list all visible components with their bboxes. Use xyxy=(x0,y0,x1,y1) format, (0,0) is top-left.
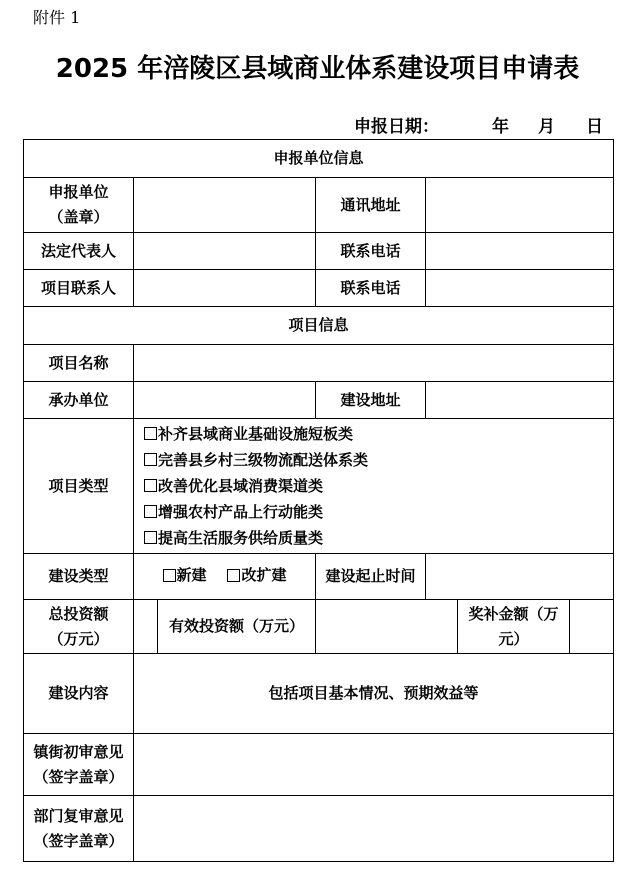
sign-seal-text: （签字盖章） xyxy=(33,767,124,786)
form-title: 2025 年涪陵区县域商业体系建设项目申请表 xyxy=(55,54,580,84)
legal-rep-label: 法定代表人 xyxy=(24,233,134,270)
project-name-field[interactable] xyxy=(134,345,614,382)
checkbox-icon[interactable] xyxy=(144,427,157,440)
project-type-option[interactable] xyxy=(144,473,613,499)
applicant-unit-label xyxy=(24,178,134,233)
legal-rep-field[interactable] xyxy=(134,233,316,270)
project-type-option-label: 提高生活服务供给质量类 xyxy=(158,529,324,547)
applicant-unit-field[interactable] xyxy=(134,178,316,233)
project-type-label: 项目类型 xyxy=(24,419,134,554)
phone2-label: 联系电话 xyxy=(316,270,426,307)
project-type-option[interactable] xyxy=(144,525,613,551)
sign-seal-text: （签字盖章） xyxy=(33,831,124,850)
project-type-option[interactable] xyxy=(144,447,613,473)
build-type-label: 建设类型 xyxy=(24,554,134,600)
dept-opinion-field[interactable] xyxy=(134,796,614,862)
effective-invest-field[interactable] xyxy=(316,600,458,654)
phone-label: 联系电话 xyxy=(316,233,426,270)
day-label: 日 xyxy=(586,117,603,137)
town-opinion-field[interactable] xyxy=(134,734,614,796)
checkbox-icon[interactable] xyxy=(144,505,157,518)
contact-field[interactable] xyxy=(134,270,316,307)
build-type-options xyxy=(134,554,316,600)
phone-field[interactable] xyxy=(426,233,614,270)
total-invest-label xyxy=(24,600,134,654)
unit-text: （万元） xyxy=(48,629,109,648)
content-label: 建设内容 xyxy=(24,654,134,734)
total-invest-text: 总投资额 xyxy=(48,604,109,623)
checkbox-icon[interactable] xyxy=(163,569,176,582)
period-field[interactable] xyxy=(426,554,614,600)
rebuild-option[interactable] xyxy=(227,563,286,588)
undertaker-label: 承办单位 xyxy=(24,382,134,419)
project-type-option-label: 增强农村产品上行动能类 xyxy=(158,503,324,521)
project-name-label: 项目名称 xyxy=(24,345,134,382)
phone2-field[interactable] xyxy=(426,270,614,307)
date-label: 申报日期： xyxy=(354,117,439,137)
section-project-info: 项目信息 xyxy=(24,307,614,345)
new-build-label: 新建 xyxy=(176,566,207,584)
town-opinion-label xyxy=(24,734,134,796)
month-label: 月 xyxy=(538,117,555,137)
contact-label: 项目联系人 xyxy=(24,270,134,307)
checkbox-icon[interactable] xyxy=(144,479,157,492)
application-form-table xyxy=(23,139,614,862)
town-opinion-text: 镇街初审意见 xyxy=(33,742,124,761)
effective-invest-label: 有效投资额（万元） xyxy=(158,600,316,654)
seal-text: （盖章） xyxy=(48,208,109,226)
address-field[interactable] xyxy=(426,178,614,233)
applicant-unit-text: 申报单位 xyxy=(48,183,109,201)
dept-opinion-label xyxy=(24,796,134,862)
dept-opinion-text: 部门复审意见 xyxy=(33,806,124,825)
period-label: 建设起止时间 xyxy=(316,554,426,600)
checkbox-icon[interactable] xyxy=(144,453,157,466)
build-address-label: 建设地址 xyxy=(316,382,426,419)
project-type-option-label: 完善县乡村三级物流配送体系类 xyxy=(158,451,369,469)
project-type-options xyxy=(134,419,614,554)
content-field[interactable]: 包括项目基本情况、预期效益等 xyxy=(134,654,614,734)
subsidy-label: 奖补金额（万元） xyxy=(458,600,570,654)
subsidy-field[interactable] xyxy=(570,600,614,654)
new-build-option[interactable] xyxy=(163,563,207,588)
project-type-option-label: 改善优化县域消费渠道类 xyxy=(158,477,324,495)
build-address-field[interactable] xyxy=(426,382,614,419)
section-applicant-info: 申报单位信息 xyxy=(24,140,614,178)
address-label: 通讯地址 xyxy=(316,178,426,233)
undertaker-field[interactable] xyxy=(134,382,316,419)
attachment-label: 附件 1 xyxy=(33,8,81,27)
total-invest-field[interactable] xyxy=(134,600,158,654)
project-type-option[interactable] xyxy=(144,421,613,447)
year-label: 年 xyxy=(492,117,509,137)
project-type-option[interactable] xyxy=(144,499,613,525)
checkbox-icon[interactable] xyxy=(144,531,157,544)
checkbox-icon[interactable] xyxy=(227,569,240,582)
project-type-option-label: 补齐县域商业基础设施短板类 xyxy=(158,425,354,443)
rebuild-label: 改扩建 xyxy=(241,566,287,584)
